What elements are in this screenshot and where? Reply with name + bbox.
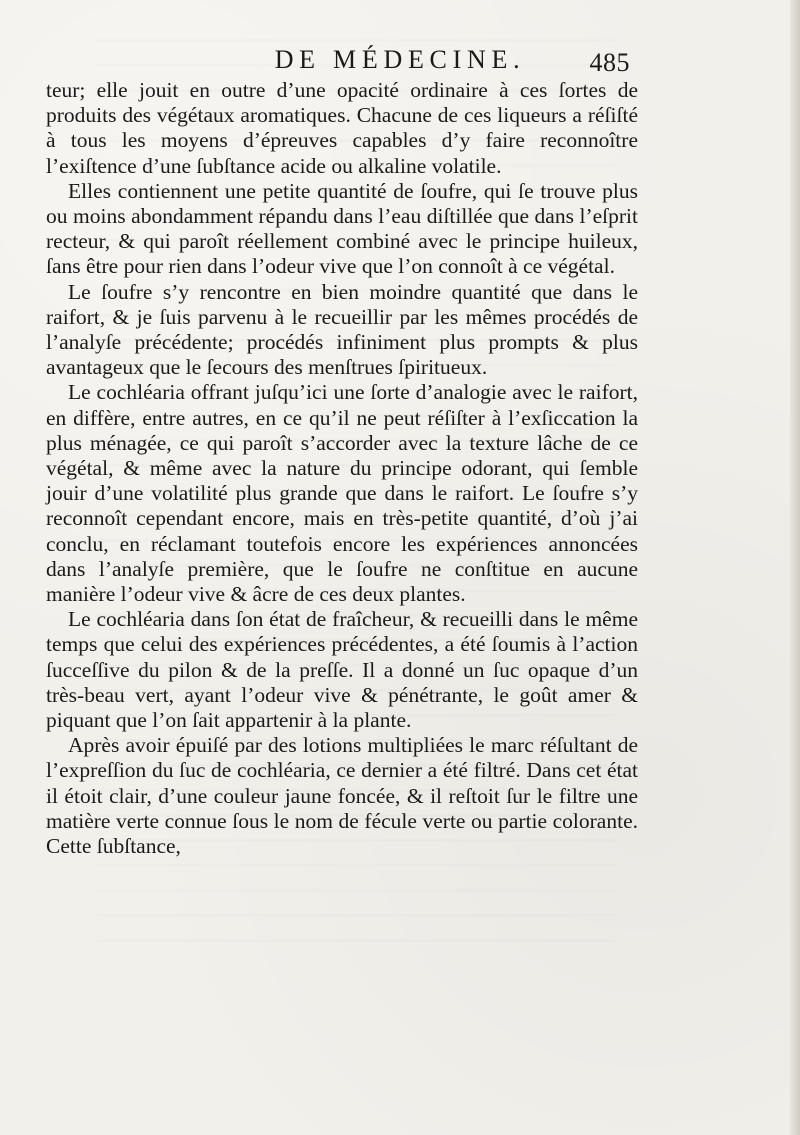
- page-number: 485: [589, 48, 630, 77]
- paragraph-1: teur; elle jouit en outre d’une opacité ordinaire à ces ſortes de produits des végétaux aromatiques. Chacune de ces liqueurs a réſiſté à tous les moyens d’épreuves capables d’y faire reconnoître l’exiſtence d’une ſubſtance acide ou alkaline volatile.: [46, 78, 638, 178]
- page-header: [160, 40, 640, 80]
- paragraph-6: Après avoir épuiſé par des lotions multipliées le marc réſultant de l’expreſſion du ſuc de cochléaria, ce dernier a été filtré. Dans cet état il étoit clair, d’une couleur jaune foncée, & il reſtoit ſur le filtre une matière verte connue ſous le nom de fécule verte ou partie colorante. Cette ſubſtance,: [46, 733, 638, 859]
- paragraph-2: Elles contiennent une petite quantité de ſoufre, qui ſe trouve plus ou moins abondamment répandu dans l’eau diſtillée que dans l’eſprit recteur, & qui paroît réellement combiné avec le principe huileux, ſans être pour rien dans l’odeur vive que l’on connoît à ce végétal.: [46, 178, 638, 279]
- body-text: [46, 78, 638, 859]
- paragraph-4: Le cochléaria offrant juſqu’ici une ſorte d’analogie avec le raifort, en diffère, entre autres, en ce qu’il ne peut réſiſter à l’exſiccation la plus ménagée, ce qui paroît s’accorder avec la texture lâche de ce végétal, & même avec la nature du principe odorant, qui ſemble jouir d’une volatilité plus grande que dans le raifort. Le ſoufre s’y reconnoît cependant encore, mais en très-petite quantité, d’où j’ai conclu, en réclamant toutefois encore les expériences annoncées dans l’analyſe première, que le ſoufre ne conſtitue en aucune manière l’odeur vive & âcre de ces deux plantes.: [46, 380, 638, 607]
- paragraph-3: Le ſoufre s’y rencontre en bien moindre quantité que dans le raifort, & je ſuis parvenu à le recueillir par les mêmes procédés de l’analyſe précédente; procédés infiniment plus prompts & plus avantageux que le ſecours des menſtrues ſpiritueux.: [46, 279, 638, 380]
- running-head: DE MÉDECINE.: [274, 45, 526, 74]
- paragraph-5: Le cochléaria dans ſon état de fraîcheur, & recueilli dans le même temps que celui des expériences précédentes, a été ſoumis à l’action ſucceſſive du pilon & de la preſſe. Il a donné un ſuc opaque d’un très-beau vert, ayant l’odeur vive & pénétrante, le goût amer & piquant que l’on ſait appartenir à la plante.: [46, 607, 638, 733]
- page-edge: [790, 0, 800, 1135]
